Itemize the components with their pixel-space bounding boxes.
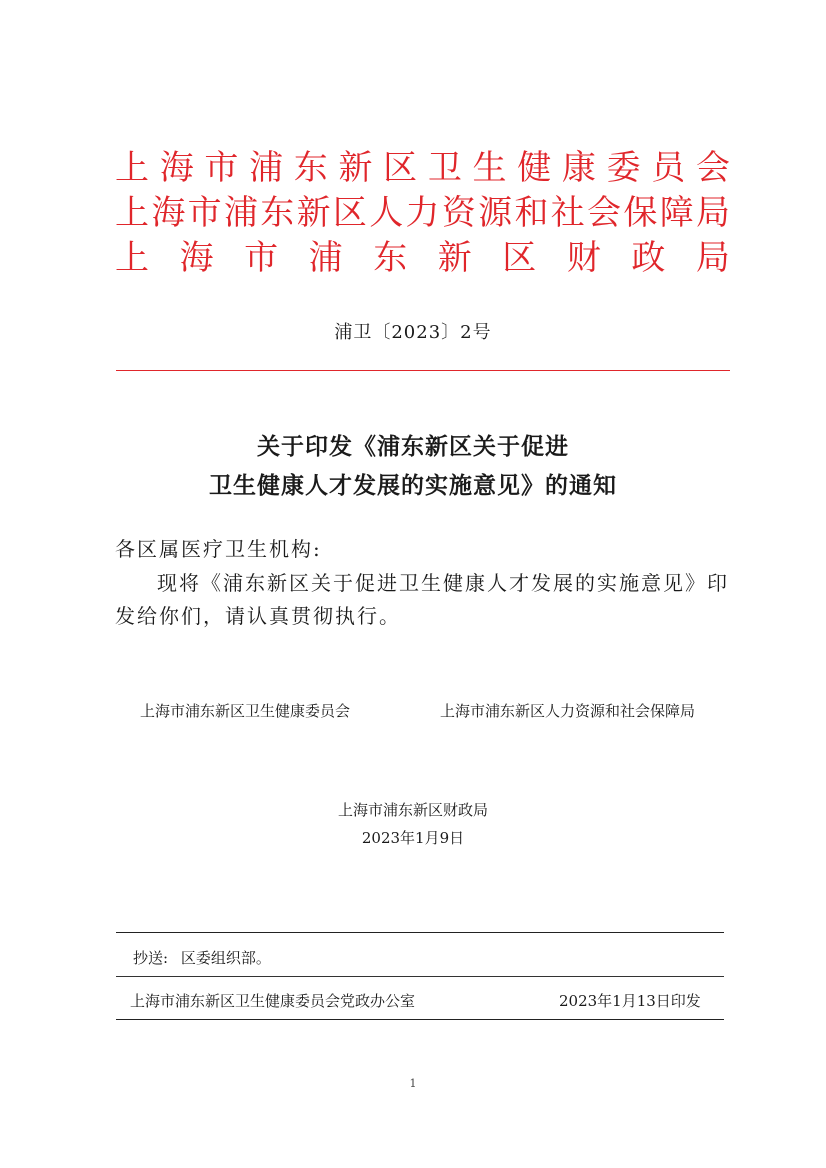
issuer-char: 会: [695, 148, 730, 188]
issuer-char: 市: [204, 148, 239, 188]
issuer-char: 资: [441, 193, 476, 233]
body-paragraph-line-2: 发给你们，请认真贯彻执行。: [115, 604, 401, 628]
cc-line: [133, 947, 271, 968]
issuer-char: 上: [115, 148, 149, 188]
issuer-char: 局: [695, 238, 730, 278]
issuer-char: 康: [561, 148, 596, 188]
issuer-char: 障: [659, 193, 694, 233]
issuer-char: 会: [587, 193, 622, 233]
issuer-char: 力: [405, 193, 440, 233]
issuer-char: 上: [115, 193, 149, 233]
title-line-2: 卫生健康人才发展的实施意见》的通知: [209, 472, 617, 499]
issuer-char: 区: [332, 193, 367, 233]
issuer-char: 市: [187, 193, 222, 233]
signature-finance-bureau: 上海市浦东新区财政局: [337, 801, 488, 819]
signature-health-commission: 上海市浦东新区卫生健康委员会: [140, 702, 351, 720]
footer-rule-bottom: [116, 1019, 724, 1020]
issuer-char: 生: [472, 148, 507, 188]
issuer-char: 卫: [427, 148, 462, 188]
print-date: 2023年1月13日印发: [559, 992, 701, 1010]
issuer-char: 政: [631, 238, 666, 278]
body-paragraph-line-1: 现将《浦东新区关于促进卫生健康人才发展的实施意见》印: [157, 571, 729, 595]
issuer-char: 东: [373, 238, 408, 278]
issuer-char: 区: [502, 238, 537, 278]
issuer-char: 浦: [249, 148, 284, 188]
issuer-char: 东: [293, 148, 328, 188]
issuer-char: 海: [151, 193, 186, 233]
issuer-char: 源: [478, 193, 513, 233]
issuer-line-3: [115, 236, 730, 280]
cc-value: 区委组织部。: [180, 949, 271, 967]
issuer-char: 社: [550, 193, 585, 233]
signature-hr-bureau: 上海市浦东新区人力资源和社会保障局: [440, 702, 696, 720]
issuer-char: 新: [338, 148, 373, 188]
document-number: 浦卫〔2023〕2号: [334, 322, 492, 343]
issuer-char: 和: [514, 193, 549, 233]
red-separator: [116, 370, 730, 371]
issuer-char: 浦: [308, 238, 343, 278]
issuer-char: 局: [696, 193, 730, 233]
issuer-line-1: [115, 146, 730, 190]
issuer-char: 区: [383, 148, 418, 188]
issuer-char: 东: [260, 193, 295, 233]
issuer-char: 海: [159, 148, 194, 188]
issuer-char: 员: [651, 148, 686, 188]
issuer-char: 委: [606, 148, 641, 188]
issuer-char: 上: [115, 238, 149, 278]
title-line-1: 关于印发《浦东新区关于促进: [257, 433, 569, 460]
issuer-char: 保: [623, 193, 658, 233]
issuer-char: 健: [517, 148, 552, 188]
issuer-line-2: [115, 191, 730, 235]
issuer-char: 新: [437, 238, 472, 278]
cc-label: 抄送:: [133, 949, 169, 967]
printing-office: 上海市浦东新区卫生健康委员会党政办公室: [130, 992, 416, 1010]
issuer-char: 财: [566, 238, 601, 278]
issuer-char: 海: [179, 238, 214, 278]
footer-rule-top: [116, 932, 724, 933]
issue-date: 2023年1月9日: [361, 829, 465, 847]
issuer-char: 人: [369, 193, 404, 233]
footer-rule-middle: [116, 976, 724, 977]
issuer-char: 新: [296, 193, 331, 233]
issuer-char: 市: [244, 238, 279, 278]
page-number: 1: [409, 1077, 417, 1090]
salutation: 各区属医疗卫生机构:: [115, 537, 322, 561]
issuer-char: 浦: [223, 193, 258, 233]
